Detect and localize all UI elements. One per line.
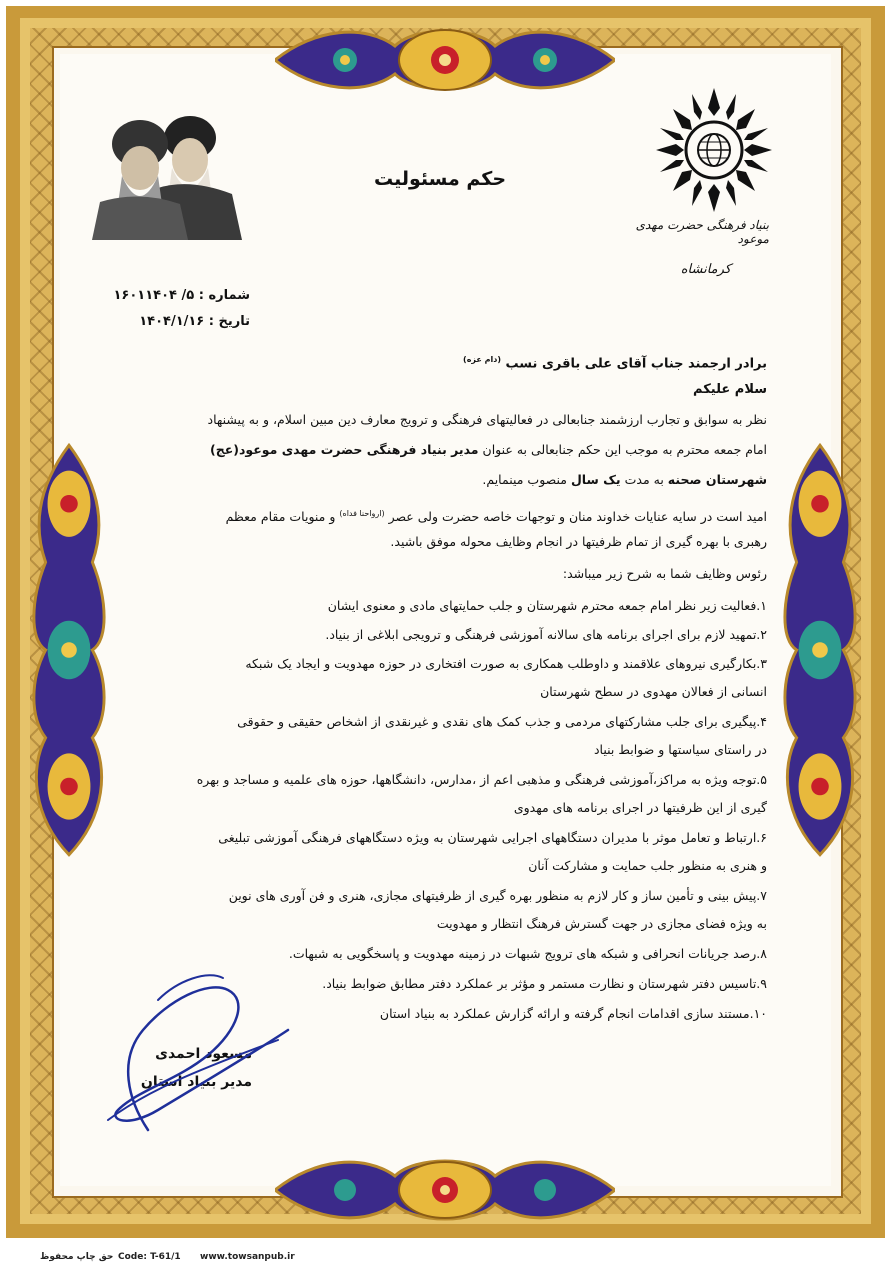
duty-line: در راستای سیاستها و ضوابط بنیاد [593, 742, 767, 757]
leaders-portrait-image [92, 98, 242, 240]
duty-line: ۳.بکارگیری نیروهای علاقمند و داوطلب همکاری به صورت افتخاری در حوزه مهدویت و ایجاد یک شبکه [245, 656, 767, 671]
top-arabesque-ornament [275, 18, 615, 102]
footer-copyright: حق چاپ محفوظ [40, 1252, 114, 1262]
footer-code: Code: T-61/1 [118, 1252, 181, 1262]
duty-line: ۵.توجه ویژه به مراکز،آموزشی فرهنگی و مذهبی اعم از ،مدارس، دانشگاهها، حوزه های علمیه و مساجد و بهره [196, 772, 767, 787]
duty-line: ۴.پیگیری برای جلب مشارکتهای مردمی و جذب کمک های نقدی و غیرنقدی از اشخاص حقیقی و حقوقی [237, 714, 767, 729]
appointment-city: شهرستان صحنه [667, 472, 767, 487]
foundation-logo-emblem [654, 86, 774, 214]
signatory-name: مسعود احمدی [155, 1046, 252, 1062]
duty-line: و هنری به منظور جلب حمایت و مشارکت آنان [528, 858, 767, 873]
duty-line: انسانی از فعالان مهدوی در سطح شهرستان [540, 684, 767, 699]
duty-line: ۱۰.مستند سازی اقدامات انجام گرفته و ارائه گزارش عملکرد به بنیاد استان [379, 1006, 767, 1021]
left-arabesque-ornament [30, 440, 108, 860]
duty-line: ۸.رصد جریانات انحرافی و شبکه های ترویج شبهات در زمینه مهدویت و پاسخگویی به شبهات. [288, 946, 767, 961]
duty-line: ۹.تاسیس دفتر شهرستان و نظارت مستمر و مؤثر بر عملکرد دفتر مطابق ضوابط بنیاد. [322, 976, 767, 991]
greeting: سلام علیکم [693, 382, 767, 397]
signatory-position: مدیر بنیاد استان [140, 1074, 252, 1090]
paragraph-line: نظر به سوابق و تجارب ارزشمند جنابعالی در فعالیتهای فرهنگی و ترویج معارف دین مبین اسلام، و به پیشنهاد [207, 412, 767, 427]
appointment-title: مدیر بنیاد فرهنگی حضرت مهدی موعود(عج) [210, 442, 479, 457]
paragraph-line: شهرستان صحنه به مدت یک سال منصوب مینمایم. [482, 472, 767, 487]
salutation-line [107, 352, 767, 371]
paragraph-line: امید است در سایه عنایات خداوند منان و توجهات خاصه حضرت ولی عصر $^{(ارواحنا فداه)}$ و منویات مقام معظم [225, 509, 767, 525]
paragraph-line: رهبری با بهره گیری از تمام ظرفیتها در انجام وظایف محوله موفق باشید. [390, 534, 767, 549]
logo-city: کرمانشاه [680, 262, 731, 277]
duty-line: ۷.پیش بینی و تأمین ساز و کار لازم به منظور بهره گیری از ظرفیتهای مجازی، هنری و فن آوری های نوین [228, 888, 767, 903]
logo-caption: بنیاد فرهنگی حضرت مهدی موعود [635, 218, 769, 246]
document-date: تاریخ : ۱۴۰۴/۱/۱۶ [139, 314, 250, 329]
duty-line: ۲.تمهید لازم برای اجرای برنامه های سالانه آموزشی فرهنگی و ترویجی ابلاغی از بنیاد. [325, 627, 767, 642]
duties-intro: رئوس وظایف شما به شرح زیر میباشد: [562, 566, 767, 581]
document-number: شماره : ۵/ ۱۶۰۱۱۴۰۴ [113, 288, 250, 303]
footer-website: www.towsanpub.ir [200, 1252, 295, 1262]
bottom-arabesque-ornament [275, 1150, 615, 1230]
recipient-name: برادر ارجمند جناب آقای علی باقری نسب [505, 356, 767, 372]
right-arabesque-ornament [781, 440, 859, 860]
paragraph-line: امام جمعه محترم به موجب این حکم جنابعالی به عنوان مدیر بنیاد فرهنگی حضرت مهدی موعود(عج) [210, 442, 767, 457]
duty-line: ۱.فعالیت زیر نظر امام جمعه محترم شهرستان و جلب حمایتهای مادی و معنوی ایشان [327, 598, 767, 613]
duty-line: به ویژه فضای مجازی در جهت گسترش فرهنگ انتظار و مهدویت [436, 916, 767, 931]
recipient-honorific: (دام عزه) [463, 355, 502, 364]
appointment-term: یک سال [570, 472, 621, 487]
page-title: حکم مسئولیت [373, 168, 507, 190]
handwritten-signature [88, 960, 298, 1140]
duty-line: ۶.ارتباط و تعامل موثر با مدیران دستگاههای اجرایی شهرستان به ویژه دستگاههای فرهنگی آموزشی تبلیغی [218, 830, 767, 845]
duty-line: گیری از این ظرفیتها در اجرای برنامه های مهدوی [513, 800, 767, 815]
